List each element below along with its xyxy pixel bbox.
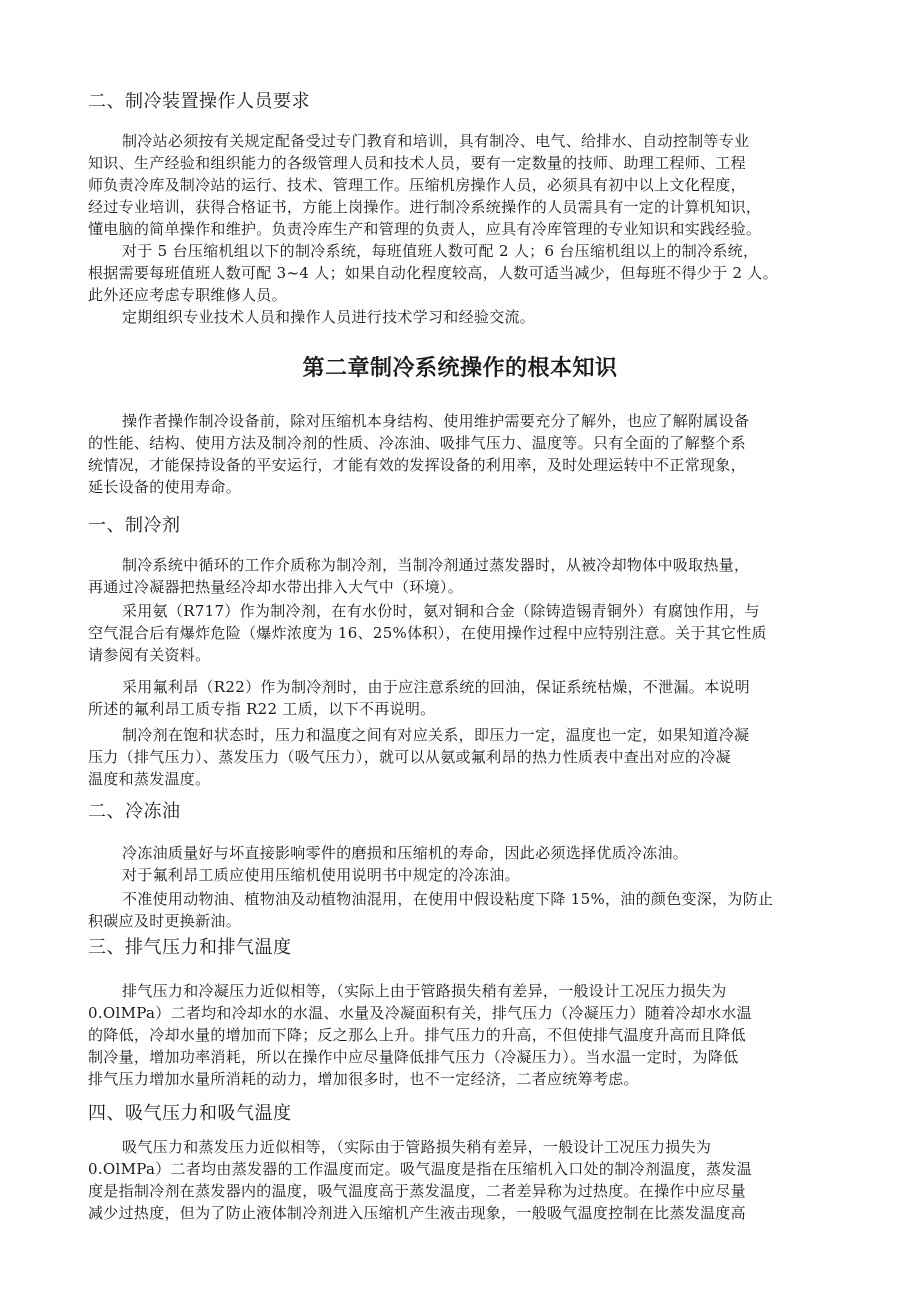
text-line: 对于氟利昂工质应使用压缩机使用说明书中规定的冷冻油。 xyxy=(122,866,520,884)
section-heading-refrigeration-oil: 二、冷冻油 xyxy=(88,801,181,822)
text-line: 延长设备的使用寿命。 xyxy=(88,478,242,496)
section-heading-discharge-pressure: 三、排气压力和排气温度 xyxy=(88,937,292,958)
paragraph-chapter-intro xyxy=(88,410,828,498)
text-line: 排气压力和冷凝压力近似相等，（实际上由于管路损失稍有差异，一般设计工况压力损失为 xyxy=(122,982,727,1000)
text-line: 懂电脑的简单操作和维护。负责冷库生产和管理的负责人，应具有冷库管理的专业知识和实践经验。 xyxy=(88,220,762,238)
text-line: 请参阅有关资料。 xyxy=(88,646,211,664)
text-line: 吸气压力和蒸发压力近似相等，（实际由于管路损失稍有差异，一般设计工况压力损失为 xyxy=(122,1138,712,1156)
paragraph-freon xyxy=(88,676,828,720)
section-heading-suction-pressure: 四、吸气压力和吸气温度 xyxy=(88,1103,292,1124)
paragraph-refrigerant-definition xyxy=(88,554,828,598)
chapter-title: 第二章制冷系统操作的根本知识 xyxy=(302,356,618,381)
text-line: 冷冻油质量好与坏直接影响零件的磨损和压缩机的寿命，因此必须选择优质冷冻油。 xyxy=(122,844,689,862)
paragraph-staffing xyxy=(88,130,828,240)
text-line: 再通过冷凝器把热量经冷却水带出排入大气中（环境）。 xyxy=(88,578,464,596)
text-line: 操作者操作制冷设备前，除对压缩机本身结构、使用维护需要充分了解外，也应了解附属设备 xyxy=(122,412,750,430)
section-heading-refrigerant: 一、制冷剂 xyxy=(88,515,181,536)
text-line: 师负责冷库及制冷站的运行、技术、管理工作。压缩机房操作人员，必须具有初中以上文化程度， xyxy=(88,176,746,194)
text-line: 积碳应及时更换新油。 xyxy=(88,912,242,930)
text-line: 定期组织专业技术人员和操作人员进行技术学习和经验交流。 xyxy=(122,308,536,326)
text-line: 制冷系统中循环的工作介质称为制冷剂，当制冷剂通过蒸发器时，从被冷却物体中吸取热量， xyxy=(122,556,750,574)
text-line: 不准使用动物油、植物油及动植物油混用，在使用中假设粘度下降 15%，油的颜色变深，为防止 xyxy=(122,890,774,908)
text-line: 减少过热度，但为了防止液体制冷剂进入压缩机产生液击现象，一般吸气温度控制在比蒸发温度高 xyxy=(88,1204,746,1222)
paragraph-shift-staff xyxy=(88,240,828,306)
paragraph-oil-replacement xyxy=(88,888,828,932)
text-line: 度是指制冷剂在蒸发器内的温度，吸气温度高于蒸发温度，二者差异称为过热度。在操作中应尽量 xyxy=(88,1182,746,1200)
text-line: 制冷站必须按有关规定配备受过专门教育和培训，具有制冷、电气、给排水、自动控制等专业 xyxy=(122,132,750,150)
text-line: 根据需要每班值班人数可配 3~4 人；如果自动化程度较高，人数可适当减少，但每班不得少于 2 人。 xyxy=(88,264,778,282)
text-line: 空气混合后有爆炸危险（爆炸浓度为 16、25%体积），在使用操作过程中应特别注意。关于其它性质 xyxy=(88,624,767,642)
text-line: 温度和蒸发温度。 xyxy=(88,770,211,788)
text-line: 知识、生产经验和组织能力的各级管理人员和技术人员，要有一定数量的技师、助理工程师、工程 xyxy=(88,154,746,172)
text-line: 的性能、结构、使用方法及制冷剂的性质、冷冻油、吸排气压力、温度等。只有全面的了解整个系 xyxy=(88,434,746,452)
text-line: 对于 5 台压缩机组以下的制冷系统，每班值班人数可配 2 人；6 台压缩机组以上的制冷系统， xyxy=(122,242,759,260)
paragraph-suction-pressure xyxy=(88,1136,828,1224)
text-line: 采用氨（R717）作为制冷剂，在有水份时，氨对铜和合金（除铸造锡青铜外）有腐蚀作用，与 xyxy=(122,602,760,620)
text-line: 的降低，冷却水量的增加而下降；反之那么上升。排气压力的升高，不但使排气温度升高而且降低 xyxy=(88,1026,746,1044)
paragraph-oil-freon xyxy=(88,864,828,886)
text-line: 压力（排气压力）、蒸发压力（吸气压力），就可以从氨或氟利昂的热力性质表中查出对应的冷凝 xyxy=(88,748,731,766)
paragraph-ammonia xyxy=(88,600,828,666)
text-line: 采用氟利昂（R22）作为制冷剂时，由于应注意系统的回油，保证系统枯燥，不泄漏。本说明 xyxy=(122,678,750,696)
text-line: 0.OlMPa）二者均由蒸发器的工作温度而定。吸气温度是指在压缩机入口处的制冷剂温度，蒸发温 xyxy=(88,1160,752,1178)
text-line: 经过专业培训，获得合格证书，方能上岗操作。进行制冷系统操作的人员需具有一定的计算机知识， xyxy=(88,198,762,216)
text-line: 所述的氟利昂工质专指 R22 工质，以下不再说明。 xyxy=(88,700,436,718)
paragraph-training xyxy=(88,306,828,328)
text-line: 制冷量，增加功率消耗，所以在操作中应尽量降低排气压力（冷凝压力）。当水温一定时，为降低 xyxy=(88,1048,739,1066)
paragraph-discharge-pressure xyxy=(88,980,828,1090)
section-heading-operator-requirements: 二、制冷装置操作人员要求 xyxy=(88,91,310,112)
paragraph-oil-quality xyxy=(88,842,828,864)
text-line: 制冷剂在饱和状态时，压力和温度之间有对应关系，即压力一定，温度也一定，如果知道冷凝 xyxy=(122,726,750,744)
text-line: 此外还应考虑专职维修人员。 xyxy=(88,286,287,304)
text-line: 统情况，才能保持设备的平安运行，才能有效的发挥设备的利用率，及时处理运转中不正常现象， xyxy=(88,456,746,474)
text-line: 0.OlMPa）二者均和冷却水的水温、水量及冷凝面积有关，排气压力（冷凝压力）随着冷却水水温 xyxy=(88,1004,752,1022)
paragraph-saturation xyxy=(88,724,828,790)
text-line: 排气压力增加水量所消耗的动力，增加很多时，也不一定经济，二者应统筹考虑。 xyxy=(88,1070,639,1088)
